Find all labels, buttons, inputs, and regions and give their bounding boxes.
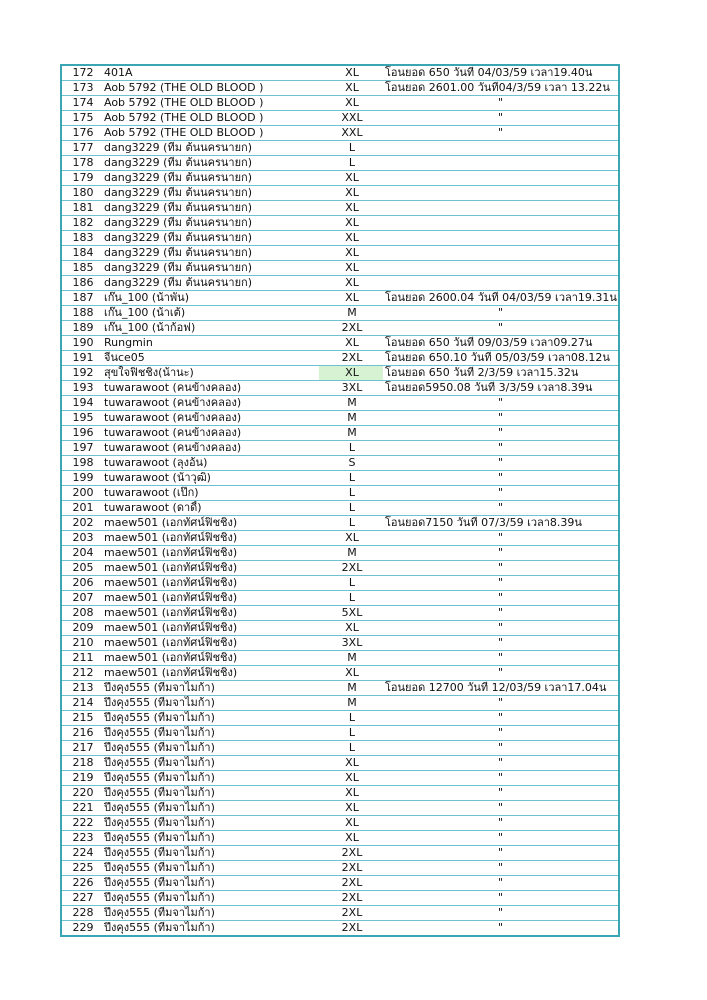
shirt-size: XL <box>319 756 383 771</box>
payment-note: " <box>383 621 619 636</box>
row-number: 188 <box>61 306 102 321</box>
row-number: 210 <box>61 636 102 651</box>
row-number: 222 <box>61 816 102 831</box>
row-number: 184 <box>61 246 102 261</box>
customer-name: ปึงคุง555 (ทีมจาไมก้า) <box>102 786 319 801</box>
payment-note: " <box>383 711 619 726</box>
shirt-size: M <box>319 306 383 321</box>
payment-note: โอนยอด7150 วันที่ 07/3/59 เวลา8.39น <box>383 516 619 531</box>
payment-note: " <box>383 306 619 321</box>
customer-name: ปึงคุง555 (ทีมจาไมก้า) <box>102 711 319 726</box>
payment-note: โอนยอด 650 วันที่ 09/03/59 เวลา09.27น <box>383 336 619 351</box>
payment-note <box>383 201 619 216</box>
row-number: 180 <box>61 186 102 201</box>
shirt-size: M <box>319 651 383 666</box>
table-row <box>61 711 619 726</box>
customer-name: ปึงคุง555 (ทีมจาไมก้า) <box>102 816 319 831</box>
table-row <box>61 756 619 771</box>
customer-name: maew501 (เอกทัศน์ฟิชชิ่ง) <box>102 591 319 606</box>
shirt-size: XL <box>319 96 383 111</box>
table-row <box>61 531 619 546</box>
shirt-size: L <box>319 141 383 156</box>
payment-note: " <box>383 411 619 426</box>
customer-name: tuwarawoot (คนข้างคลอง) <box>102 381 319 396</box>
payment-note: โอนยอด 2601.00 วันที่04/3/59 เวลา 13.22น <box>383 81 619 96</box>
row-number: 177 <box>61 141 102 156</box>
customer-name: จีนce05 <box>102 351 319 366</box>
shirt-size: XL <box>319 216 383 231</box>
shirt-size: XL <box>319 366 383 381</box>
row-number: 223 <box>61 831 102 846</box>
table-row <box>61 171 619 186</box>
row-number: 209 <box>61 621 102 636</box>
table-row <box>61 246 619 261</box>
row-number: 202 <box>61 516 102 531</box>
row-number: 181 <box>61 201 102 216</box>
customer-name: maew501 (เอกทัศน์ฟิชชิ่ง) <box>102 621 319 636</box>
row-number: 206 <box>61 576 102 591</box>
customer-name: ปึงคุง555 (ทีมจาไมก้า) <box>102 801 319 816</box>
shirt-size: L <box>319 501 383 516</box>
row-number: 214 <box>61 696 102 711</box>
row-number: 179 <box>61 171 102 186</box>
table-row <box>61 606 619 621</box>
shirt-size: XL <box>319 291 383 306</box>
shirt-size: XL <box>319 171 383 186</box>
table-row <box>61 336 619 351</box>
payment-note: โอนยอด 650 วันที่ 04/03/59 เวลา19.40น <box>383 65 619 81</box>
table-row <box>61 771 619 786</box>
shirt-size: M <box>319 411 383 426</box>
table-row <box>61 411 619 426</box>
customer-name: maew501 (เอกทัศน์ฟิชชิ่ง) <box>102 606 319 621</box>
payment-note: " <box>383 441 619 456</box>
row-number: 213 <box>61 681 102 696</box>
payment-note <box>383 216 619 231</box>
shirt-size: XL <box>319 65 383 81</box>
customer-name: maew501 (เอกทัศน์ฟิชชิ่ง) <box>102 576 319 591</box>
table-row <box>61 366 619 381</box>
row-number: 176 <box>61 126 102 141</box>
payment-note <box>383 261 619 276</box>
row-number: 197 <box>61 441 102 456</box>
row-number: 194 <box>61 396 102 411</box>
customer-name: dang3229 (ทีม ต้นนครนายก) <box>102 141 319 156</box>
payment-note: โอนยอด 2600.04 วันที่ 04/03/59 เวลา19.31น <box>383 291 619 306</box>
shirt-size: XL <box>319 771 383 786</box>
payment-note <box>383 141 619 156</box>
row-number: 208 <box>61 606 102 621</box>
customer-name: ปึงคุง555 (ทีมจาไมก้า) <box>102 906 319 921</box>
payment-note: " <box>383 471 619 486</box>
table-row <box>61 126 619 141</box>
shirt-size: L <box>319 516 383 531</box>
payment-note: " <box>383 921 619 937</box>
customer-name: maew501 (เอกทัศน์ฟิชชิ่ง) <box>102 516 319 531</box>
customer-name: dang3229 (ทีม ต้นนครนายก) <box>102 216 319 231</box>
shirt-size: XL <box>319 276 383 291</box>
shirt-size: XXL <box>319 111 383 126</box>
payment-note: " <box>383 486 619 501</box>
row-number: 220 <box>61 786 102 801</box>
shirt-size: L <box>319 486 383 501</box>
shirt-size: M <box>319 681 383 696</box>
row-number: 205 <box>61 561 102 576</box>
customer-name: maew501 (เอกทัศน์ฟิชชิ่ง) <box>102 651 319 666</box>
payment-note: " <box>383 831 619 846</box>
table-row <box>61 591 619 606</box>
table-row <box>61 201 619 216</box>
payment-note: " <box>383 741 619 756</box>
table-row <box>61 81 619 96</box>
customer-name: ปึงคุง555 (ทีมจาไมก้า) <box>102 846 319 861</box>
payment-note: โอนยอด 650.10 วันที่ 05/03/59 เวลา08.12น <box>383 351 619 366</box>
customer-name: maew501 (เอกทัศน์ฟิชชิ่ง) <box>102 546 319 561</box>
table-row <box>61 891 619 906</box>
shirt-size: L <box>319 471 383 486</box>
row-number: 227 <box>61 891 102 906</box>
row-number: 186 <box>61 276 102 291</box>
table-row <box>61 111 619 126</box>
row-number: 190 <box>61 336 102 351</box>
payment-note: " <box>383 531 619 546</box>
row-number: 212 <box>61 666 102 681</box>
payment-note: " <box>383 786 619 801</box>
customer-name: tuwarawoot (คนข้างคลอง) <box>102 411 319 426</box>
payment-note: " <box>383 861 619 876</box>
payment-note <box>383 171 619 186</box>
customer-name: Rungmin <box>102 336 319 351</box>
customer-name: tuwarawoot (คนข้างคลอง) <box>102 426 319 441</box>
payment-note: " <box>383 696 619 711</box>
customer-name: สุขใจฟิชชิ่ง(น้านะ) <box>102 366 319 381</box>
customer-name: ปึงคุง555 (ทีมจาไมก้า) <box>102 681 319 696</box>
customer-name: ปึงคุง555 (ทีมจาไมก้า) <box>102 741 319 756</box>
customer-name: Aob 5792 (THE OLD BLOOD ) <box>102 126 319 141</box>
shirt-size: XL <box>319 81 383 96</box>
table-row <box>61 786 619 801</box>
customer-name: ปึงคุง555 (ทีมจาไมก้า) <box>102 831 319 846</box>
table-row <box>61 621 619 636</box>
payment-note: " <box>383 876 619 891</box>
payment-note: " <box>383 771 619 786</box>
table-row <box>61 576 619 591</box>
customer-name: เก๊น_100 (น้าพัน) <box>102 291 319 306</box>
table-row <box>61 186 619 201</box>
payment-note: " <box>383 321 619 336</box>
customer-name: dang3229 (ทีม ต้นนครนายก) <box>102 156 319 171</box>
shirt-size: L <box>319 726 383 741</box>
customer-name: dang3229 (ทีม ต้นนครนายก) <box>102 201 319 216</box>
order-table <box>60 64 620 937</box>
row-number: 173 <box>61 81 102 96</box>
table-row <box>61 441 619 456</box>
row-number: 182 <box>61 216 102 231</box>
shirt-size: M <box>319 396 383 411</box>
table-row <box>61 65 619 81</box>
row-number: 215 <box>61 711 102 726</box>
customer-name: ปึงคุง555 (ทีมจาไมก้า) <box>102 771 319 786</box>
table-row <box>61 396 619 411</box>
row-number: 207 <box>61 591 102 606</box>
row-number: 224 <box>61 846 102 861</box>
payment-note <box>383 231 619 246</box>
table-row <box>61 801 619 816</box>
row-number: 195 <box>61 411 102 426</box>
shirt-size: 2XL <box>319 846 383 861</box>
table-row <box>61 681 619 696</box>
table-row <box>61 486 619 501</box>
shirt-size: 3XL <box>319 636 383 651</box>
payment-note: " <box>383 456 619 471</box>
table-row <box>61 231 619 246</box>
payment-note: " <box>383 96 619 111</box>
row-number: 178 <box>61 156 102 171</box>
customer-name: dang3229 (ทีม ต้นนครนายก) <box>102 186 319 201</box>
shirt-size: XL <box>319 621 383 636</box>
payment-note: " <box>383 801 619 816</box>
table-row <box>61 906 619 921</box>
customer-name: maew501 (เอกทัศน์ฟิชชิ่ง) <box>102 666 319 681</box>
table-row <box>61 546 619 561</box>
customer-name: Aob 5792 (THE OLD BLOOD ) <box>102 111 319 126</box>
customer-name: dang3229 (ทีม ต้นนครนายก) <box>102 261 319 276</box>
shirt-size: L <box>319 711 383 726</box>
row-number: 217 <box>61 741 102 756</box>
payment-note: " <box>383 666 619 681</box>
shirt-size: XL <box>319 816 383 831</box>
payment-note: " <box>383 546 619 561</box>
customer-name: ปึงคุง555 (ทีมจาไมก้า) <box>102 876 319 891</box>
table-row <box>61 861 619 876</box>
row-number: 191 <box>61 351 102 366</box>
shirt-size: 3XL <box>319 381 383 396</box>
customer-name: ปึงคุง555 (ทีมจาไมก้า) <box>102 891 319 906</box>
payment-note <box>383 156 619 171</box>
customer-name: Aob 5792 (THE OLD BLOOD ) <box>102 96 319 111</box>
row-number: 228 <box>61 906 102 921</box>
payment-note: โอนยอด5950.08 วันที่ 3/3/59 เวลา8.39น <box>383 381 619 396</box>
shirt-size: XL <box>319 261 383 276</box>
customer-name: 401A <box>102 65 319 81</box>
payment-note: " <box>383 816 619 831</box>
row-number: 199 <box>61 471 102 486</box>
shirt-size: L <box>319 741 383 756</box>
row-number: 172 <box>61 65 102 81</box>
row-number: 183 <box>61 231 102 246</box>
shirt-size: 2XL <box>319 891 383 906</box>
table-row <box>61 666 619 681</box>
shirt-size: 2XL <box>319 321 383 336</box>
payment-note: " <box>383 846 619 861</box>
shirt-size: 2XL <box>319 921 383 937</box>
shirt-size: L <box>319 156 383 171</box>
customer-name: ปึงคุง555 (ทีมจาไมก้า) <box>102 696 319 711</box>
shirt-size: XL <box>319 786 383 801</box>
customer-name: tuwarawoot (คนข้างคลอง) <box>102 441 319 456</box>
row-number: 175 <box>61 111 102 126</box>
table-row <box>61 516 619 531</box>
shirt-size: 2XL <box>319 351 383 366</box>
row-number: 196 <box>61 426 102 441</box>
shirt-size: M <box>319 696 383 711</box>
shirt-size: L <box>319 576 383 591</box>
row-number: 204 <box>61 546 102 561</box>
shirt-size: XXL <box>319 126 383 141</box>
table-row <box>61 726 619 741</box>
payment-note: " <box>383 756 619 771</box>
customer-name: tuwarawoot (เป๊ก) <box>102 486 319 501</box>
payment-note: " <box>383 591 619 606</box>
customer-name: dang3229 (ทีม ต้นนครนายก) <box>102 276 319 291</box>
shirt-size: XL <box>319 831 383 846</box>
payment-note: " <box>383 651 619 666</box>
customer-name: maew501 (เอกทัศน์ฟิชชิ่ง) <box>102 531 319 546</box>
payment-note: โอนยอด 12700 วันที่ 12/03/59 เวลา17.04น <box>383 681 619 696</box>
row-number: 229 <box>61 921 102 937</box>
table-row <box>61 561 619 576</box>
table-row <box>61 351 619 366</box>
customer-name: maew501 (เอกทัศน์ฟิชชิ่ง) <box>102 636 319 651</box>
shirt-size: XL <box>319 801 383 816</box>
payment-note: " <box>383 501 619 516</box>
table-row <box>61 876 619 891</box>
row-number: 201 <box>61 501 102 516</box>
shirt-size: 2XL <box>319 561 383 576</box>
table-row <box>61 696 619 711</box>
row-number: 185 <box>61 261 102 276</box>
table-row <box>61 921 619 937</box>
table-row <box>61 276 619 291</box>
customer-name: dang3229 (ทีม ต้นนครนายก) <box>102 246 319 261</box>
customer-name: tuwarawoot (คนข้างคลอง) <box>102 396 319 411</box>
row-number: 226 <box>61 876 102 891</box>
customer-name: ปึงคุง555 (ทีมจาไมก้า) <box>102 726 319 741</box>
table-row <box>61 471 619 486</box>
shirt-size: XL <box>319 666 383 681</box>
row-number: 200 <box>61 486 102 501</box>
customer-name: maew501 (เอกทัศน์ฟิชชิ่ง) <box>102 561 319 576</box>
payment-note: " <box>383 576 619 591</box>
table-row <box>61 156 619 171</box>
customer-name: เก๊น_100 (น้าเต้) <box>102 306 319 321</box>
shirt-size: L <box>319 441 383 456</box>
shirt-size: L <box>319 591 383 606</box>
customer-name: ปึงคุง555 (ทีมจาไมก้า) <box>102 921 319 937</box>
table-row <box>61 831 619 846</box>
row-number: 221 <box>61 801 102 816</box>
shirt-size: M <box>319 426 383 441</box>
row-number: 218 <box>61 756 102 771</box>
payment-note: โอนยอด 650 วันที่ 2/3/59 เวลา15.32น <box>383 366 619 381</box>
row-number: 189 <box>61 321 102 336</box>
row-number: 174 <box>61 96 102 111</box>
table-row <box>61 741 619 756</box>
shirt-size: M <box>319 546 383 561</box>
table-row <box>61 636 619 651</box>
payment-note: " <box>383 726 619 741</box>
table-row <box>61 846 619 861</box>
table-row <box>61 456 619 471</box>
customer-name: Aob 5792 (THE OLD BLOOD ) <box>102 81 319 96</box>
shirt-size: 2XL <box>319 906 383 921</box>
row-number: 187 <box>61 291 102 306</box>
table-row <box>61 381 619 396</box>
row-number: 211 <box>61 651 102 666</box>
customer-name: tuwarawoot (ดาดี้) <box>102 501 319 516</box>
payment-note <box>383 246 619 261</box>
row-number: 198 <box>61 456 102 471</box>
customer-name: ปึงคุง555 (ทีมจาไมก้า) <box>102 861 319 876</box>
table-row <box>61 291 619 306</box>
table-row <box>61 501 619 516</box>
payment-note: " <box>383 636 619 651</box>
table-row <box>61 96 619 111</box>
shirt-size: 2XL <box>319 861 383 876</box>
payment-note: " <box>383 606 619 621</box>
shirt-size: XL <box>319 186 383 201</box>
shirt-size: S <box>319 456 383 471</box>
payment-note <box>383 276 619 291</box>
table-row <box>61 141 619 156</box>
payment-note <box>383 186 619 201</box>
row-number: 219 <box>61 771 102 786</box>
table-row <box>61 651 619 666</box>
row-number: 193 <box>61 381 102 396</box>
table-row <box>61 426 619 441</box>
customer-name: dang3229 (ทีม ต้นนครนายก) <box>102 231 319 246</box>
customer-name: dang3229 (ทีม ต้นนครนายก) <box>102 171 319 186</box>
shirt-size: XL <box>319 531 383 546</box>
table-row <box>61 306 619 321</box>
shirt-size: XL <box>319 201 383 216</box>
row-number: 192 <box>61 366 102 381</box>
row-number: 203 <box>61 531 102 546</box>
customer-name: tuwarawoot (ลุงอ้น) <box>102 456 319 471</box>
payment-note: " <box>383 561 619 576</box>
shirt-size: 5XL <box>319 606 383 621</box>
payment-note: " <box>383 906 619 921</box>
shirt-size: XL <box>319 246 383 261</box>
payment-note: " <box>383 111 619 126</box>
payment-note: " <box>383 891 619 906</box>
payment-note: " <box>383 126 619 141</box>
table-row <box>61 216 619 231</box>
customer-name: tuwarawoot (น้าวุฒิ) <box>102 471 319 486</box>
table-row <box>61 816 619 831</box>
customer-name: ปึงคุง555 (ทีมจาไมก้า) <box>102 756 319 771</box>
customer-name: เก๊น_100 (น้าก้อฟ) <box>102 321 319 336</box>
table-row <box>61 321 619 336</box>
shirt-size: XL <box>319 231 383 246</box>
row-number: 225 <box>61 861 102 876</box>
shirt-size: 2XL <box>319 876 383 891</box>
payment-note: " <box>383 426 619 441</box>
row-number: 216 <box>61 726 102 741</box>
table-row <box>61 261 619 276</box>
shirt-size: XL <box>319 336 383 351</box>
payment-note: " <box>383 396 619 411</box>
